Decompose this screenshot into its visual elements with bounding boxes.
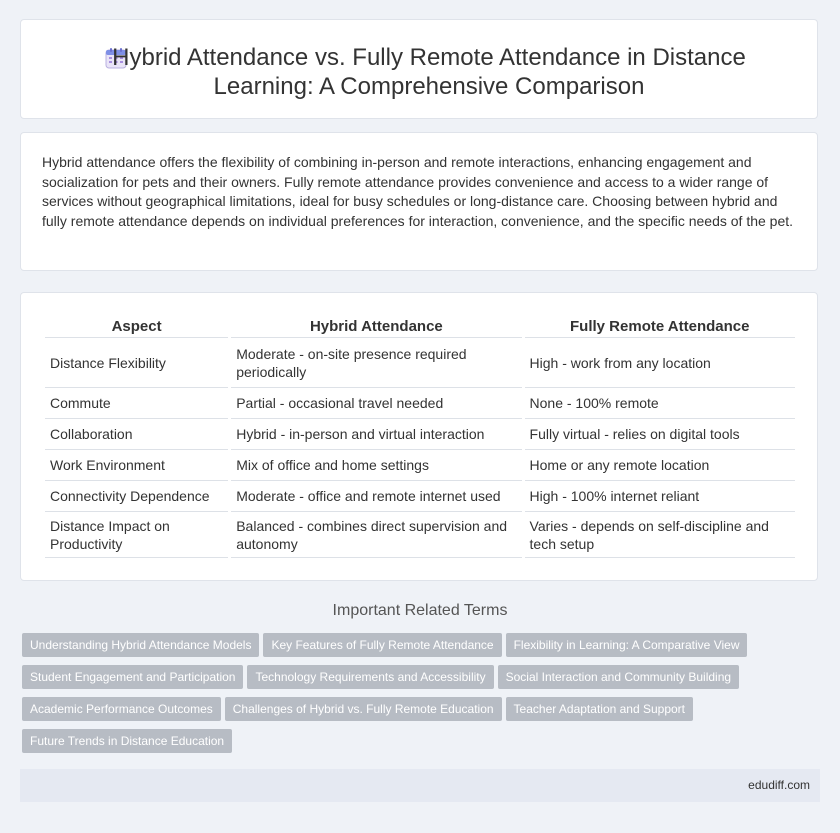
table-cell: Home or any remote location [525,450,795,481]
table-cell: Varies - depends on self-discipline and tech setup [525,512,795,558]
related-term-tag[interactable]: Student Engagement and Participation [22,665,243,689]
related-term-tag[interactable]: Flexibility in Learning: A Comparative View [506,633,748,657]
related-term-tag[interactable]: Technology Requirements and Accessibility [247,665,493,689]
related-term-tag[interactable]: Key Features of Fully Remote Attendance [263,633,501,657]
table-cell: Distance Flexibility [45,338,228,388]
table-cell: Moderate - on-site presence required periodically [231,338,521,388]
table-header-row [45,315,795,338]
table-cell: Balanced - combines direct supervision and autonomy [231,512,521,558]
title-card [20,19,818,119]
related-term-tag[interactable]: Teacher Adaptation and Support [506,697,693,721]
related-term-tag[interactable]: Challenges of Hybrid vs. Fully Remote Education [225,697,502,721]
table-cell: Mix of office and home settings [231,450,521,481]
table-row [45,419,795,450]
table-cell: Hybrid - in-person and virtual interaction [231,419,521,450]
column-header-remote: Fully Remote Attendance [525,315,795,338]
page-title: Hybrid Attendance vs. Fully Remote Attendance in Distance Learning: A Comprehensive Comparison [112,44,746,100]
table-cell: Partial - occasional travel needed [231,388,521,419]
related-terms-list [22,633,802,761]
related-terms-title: Important Related Terms [332,602,508,619]
table-cell: Fully virtual - relies on digital tools [525,419,795,450]
site-link[interactable]: edudiff.com [748,778,810,792]
related-term-tag[interactable]: Academic Performance Outcomes [22,697,221,721]
comparison-table [42,315,798,558]
table-row [45,481,795,512]
related-term-tag[interactable]: Future Trends in Distance Education [22,729,232,753]
table-cell: High - 100% internet reliant [525,481,795,512]
table-cell: Moderate - office and remote internet used [231,481,521,512]
table-cell: Work Environment [45,450,228,481]
table-cell: Distance Impact on Productivity [45,512,228,558]
table-cell: None - 100% remote [525,388,795,419]
table-row [45,338,795,388]
table-row [45,512,795,558]
related-term-tag[interactable]: Social Interaction and Community Building [498,665,739,689]
table-cell: Connectivity Dependence [45,481,228,512]
table-row [45,388,795,419]
footer [20,769,820,802]
column-header-hybrid: Hybrid Attendance [231,315,521,338]
intro-paragraph: Hybrid attendance offers the flexibility of combining in-person and remote interactions, enhancing engagement and socialization for pets and their owners. Fully remote attendance provides convenience and access to a wider range of services without geographical limitations, ideal for busy schedules or long-distance care. Choosing between hybrid and fully remote attendance depends on individual preferences for interaction, convenience, and the specific needs of the pet. [42,154,794,229]
table-cell: Collaboration [45,419,228,450]
table-row [45,450,795,481]
table-cell: High - work from any location [525,338,795,388]
comparison-card [20,292,818,581]
intro-card [20,132,818,271]
table-cell: Commute [45,388,228,419]
column-header-aspect: Aspect [45,315,228,338]
related-term-tag[interactable]: Understanding Hybrid Attendance Models [22,633,259,657]
